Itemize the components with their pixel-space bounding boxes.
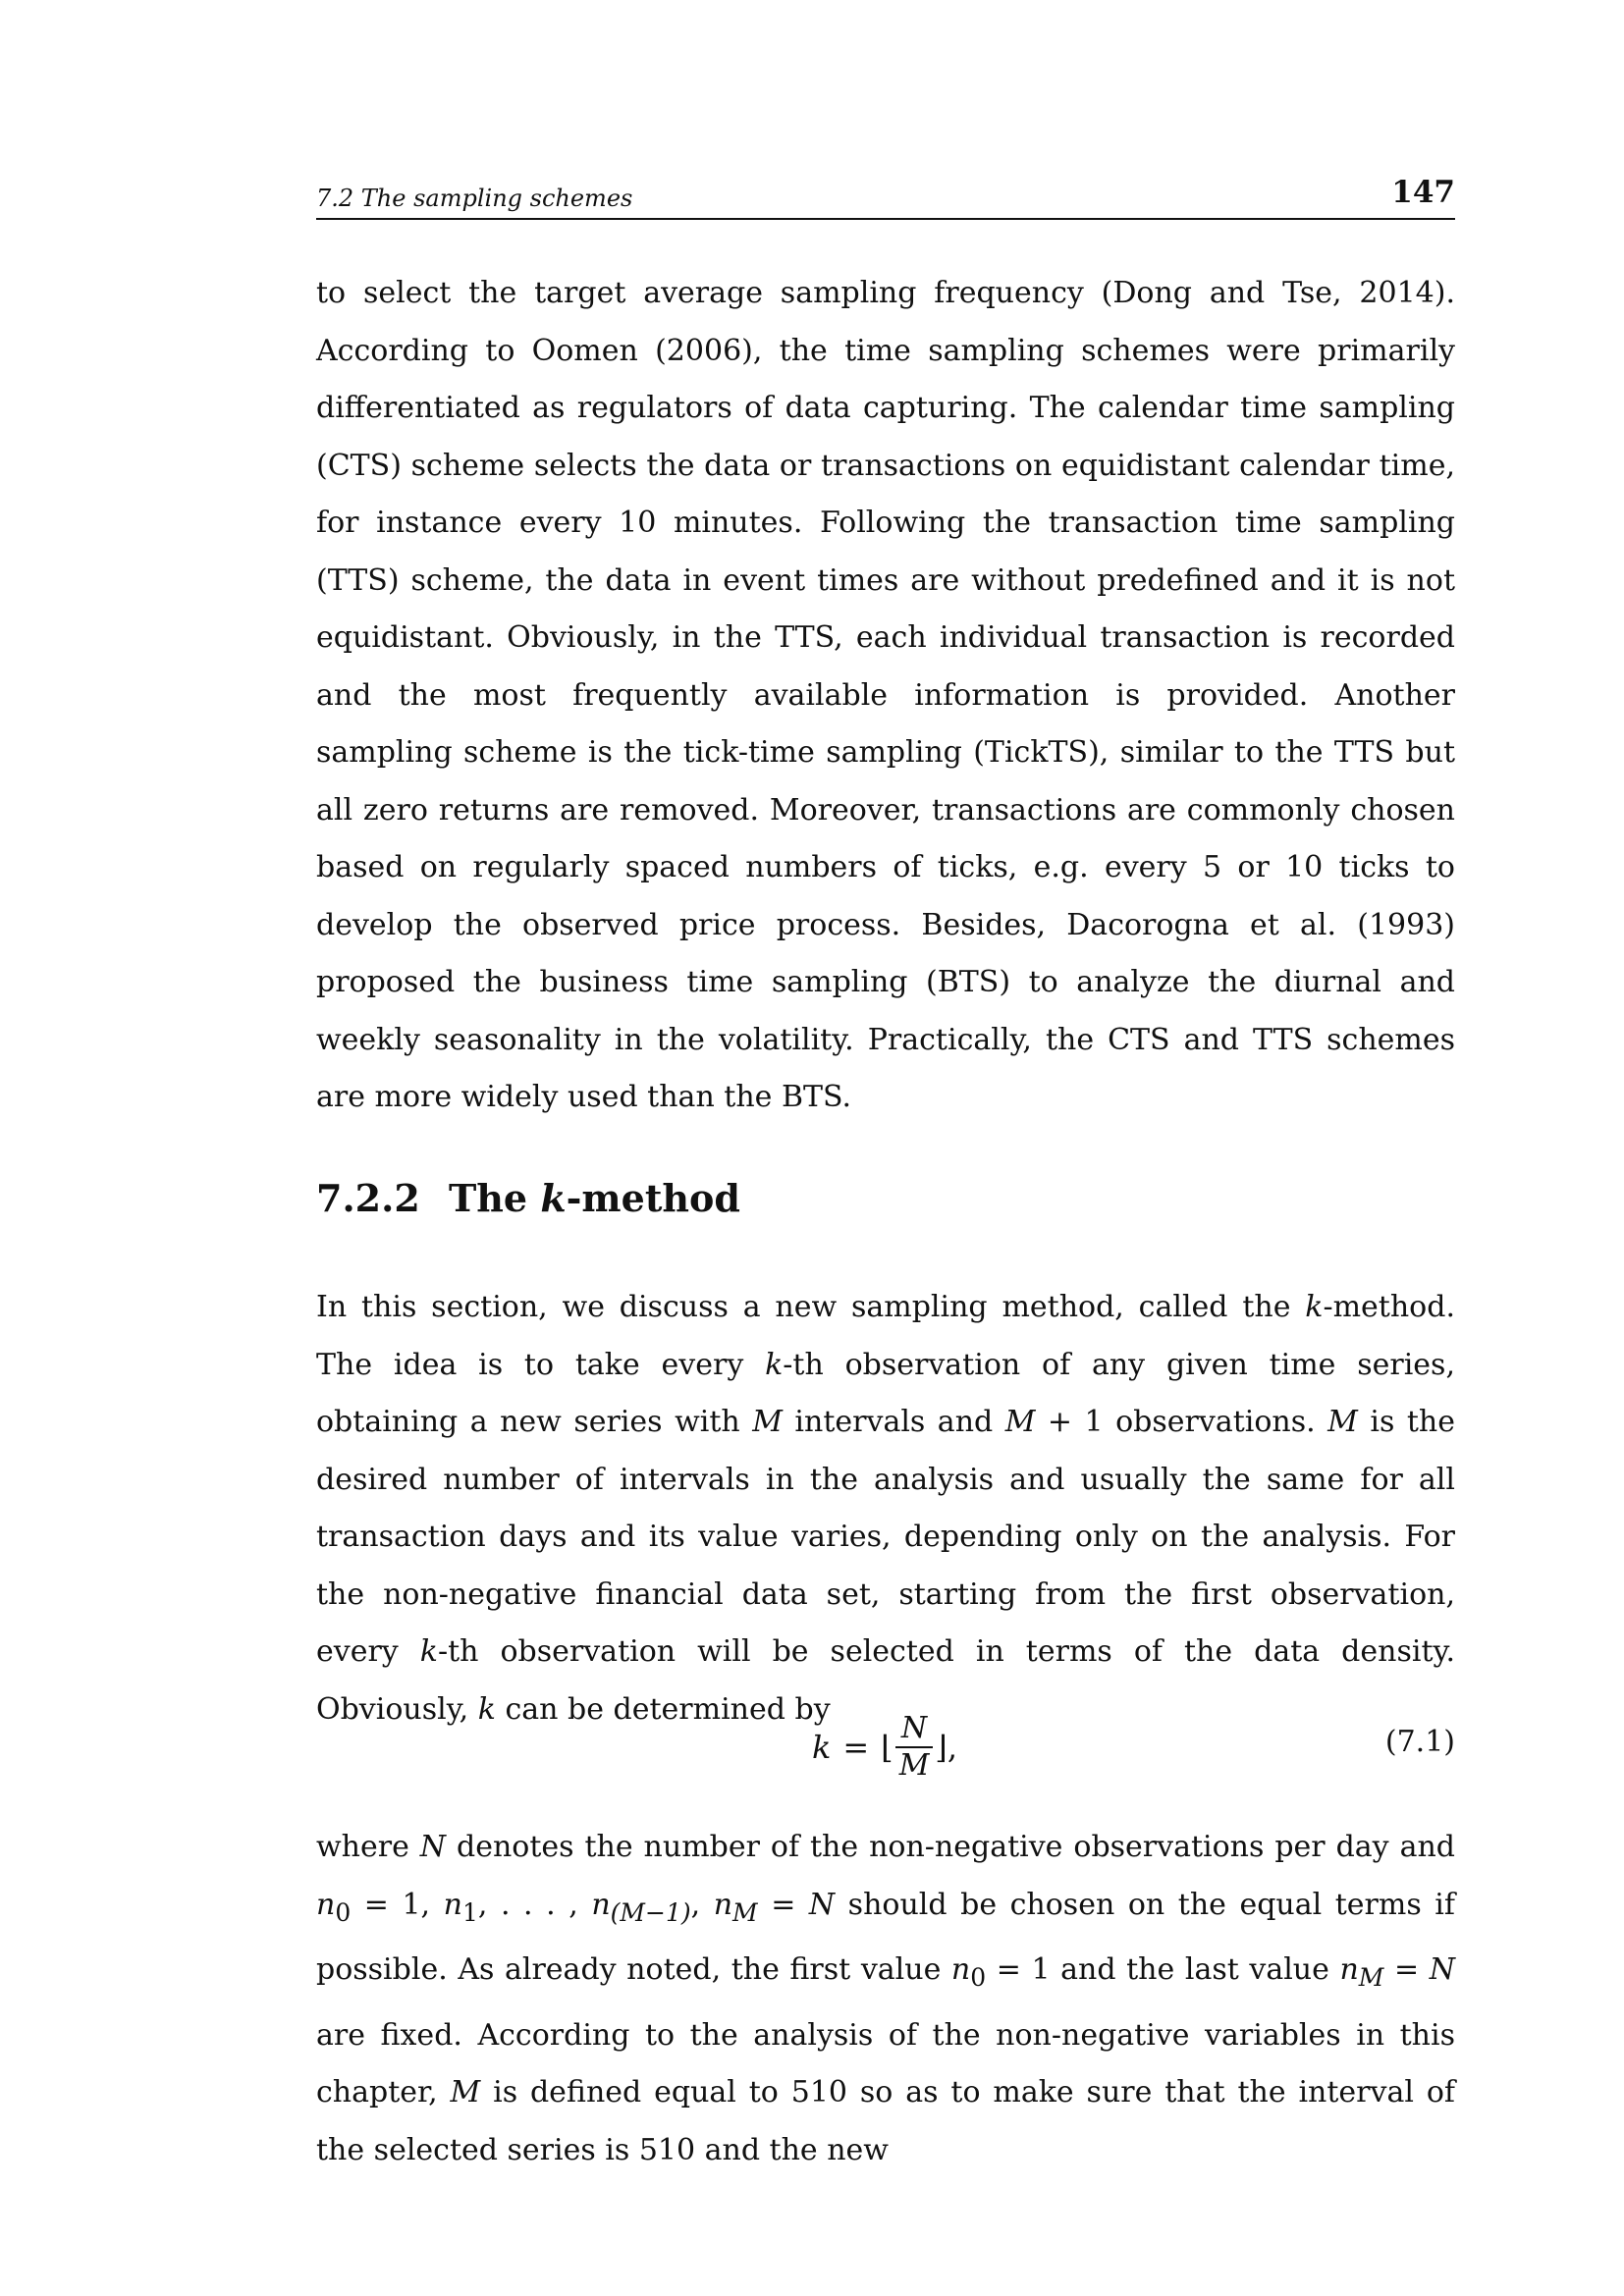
text-run: are fixed. According to the analysis of the non-negative variables in this chapter,: [316, 2017, 1455, 2109]
text-run: =: [757, 1887, 809, 1922]
subscript: 0: [970, 1963, 987, 1992]
equation-body: [812, 1703, 957, 1791]
page-number: 147: [1391, 175, 1455, 210]
math-n: n: [1339, 1952, 1359, 1987]
math-M: M: [1327, 1405, 1358, 1439]
text-run: + 1 observations.: [1035, 1405, 1328, 1439]
text-run: -th observation will be selected in terms of the data density. Obviously,: [316, 1634, 1456, 1727]
text-run: , . . . ,: [477, 1887, 592, 1922]
equation-lhs: k: [812, 1729, 832, 1766]
running-title: 7.2 The sampling schemes: [316, 185, 633, 212]
math-k: k: [419, 1634, 438, 1669]
paragraph-k-method: [316, 1279, 1455, 1738]
equation-equals: =: [842, 1729, 870, 1766]
text-run: denotes the number of the non-negative observations per day and: [446, 1830, 1455, 1864]
subscript: 1: [461, 1897, 478, 1927]
math-n: n: [443, 1887, 462, 1922]
equation-number: (7.1): [1384, 1725, 1455, 1759]
text-run: ,: [690, 1887, 714, 1922]
math-N: N: [1429, 1952, 1455, 1987]
math-N: N: [419, 1830, 447, 1864]
paragraph-sampling-schemes: to select the target average sampling frequency (Dong and Tse, 2014). According to Oomen (2006), the time sampling schemes were primarily differentiated as regulators of data capturing. The calendar time sampling (CTS) scheme selects the data or transactions on equidistant calendar time, for instance every 10 minutes. Following the transaction time sampling (TTS) scheme, the data in event times are without predefined and it is not equidistant. Obviously, in the TTS, each individual transaction is recorded and the most frequently available information is provided. Another sampling scheme is the tick-time sampling (TickTS), similar to the TTS but all zero returns are removed. Moreover, transactions are commonly chosen based on regularly spaced numbers of ticks, e.g. every 5 or 10 ticks to develop the observed price process. Besides, Dacorogna et al. (1993) proposed the business time sampling (BTS) to analyze the diurnal and weekly seasonality in the volatility. Practically, the CTS and TTS schemes are more widely used than the BTS.: [316, 276, 1455, 1114]
fraction-numerator: N: [900, 1711, 928, 1745]
text-run: In this section, we discuss a new sampling method, called the: [316, 1290, 1306, 1324]
text-run: should be chosen on the equal terms if possible. As already noted, the first value: [316, 1887, 1455, 1987]
text-run: where: [316, 1830, 420, 1864]
floor-open: ⌊: [881, 1729, 893, 1766]
text-run: is defined equal to 510 so as to make sure that the interval of the selected series is 510 and the new: [316, 2075, 1455, 2167]
text-run: can be determined by: [495, 1691, 831, 1727]
fraction: [895, 1711, 934, 1784]
subscript: 0: [335, 1897, 352, 1927]
section-heading: [316, 1176, 740, 1220]
equation-7-1: [316, 1703, 1455, 1791]
math-M: M: [450, 2075, 481, 2109]
math-n: n: [316, 1887, 336, 1922]
text-run: -th observation of any given time series, obtaining a new series with: [316, 1347, 1455, 1439]
math-n: n: [950, 1952, 971, 1987]
fraction-denominator: M: [898, 1748, 930, 1783]
section-title-math: k: [540, 1176, 567, 1220]
section-title-suffix: -method: [566, 1176, 740, 1220]
math-n: n: [591, 1887, 611, 1922]
subscript: (M−1): [610, 1897, 691, 1927]
subscript: M: [732, 1897, 758, 1927]
page-header: [316, 169, 1455, 220]
floor-close: ⌋,: [935, 1729, 958, 1766]
text-run: intervals and: [782, 1405, 1005, 1439]
text-run: =: [1383, 1952, 1430, 1987]
math-M: M: [752, 1405, 783, 1439]
math-k: k: [765, 1347, 784, 1382]
math-k: k: [1305, 1290, 1324, 1324]
math-n: n: [713, 1887, 733, 1922]
text-run: = 1,: [351, 1887, 444, 1922]
math-N: N: [808, 1887, 836, 1922]
text-run: is the desired number of intervals in the analysis and usually the same for all transaction days and its value varies, depending only on the analysis. For the non-negative financial data set, starting from the first observation, every: [316, 1405, 1455, 1669]
math-M: M: [1004, 1405, 1036, 1439]
section-number: 7.2.2: [316, 1176, 420, 1220]
math-k: k: [477, 1691, 496, 1727]
text-run: = 1 and the last value: [986, 1952, 1340, 1987]
subscript: M: [1358, 1963, 1384, 1992]
paragraph-where-N: [316, 1819, 1455, 2179]
section-title-prefix: The: [449, 1176, 541, 1220]
text-run: -method. The idea is to take every: [316, 1290, 1455, 1382]
